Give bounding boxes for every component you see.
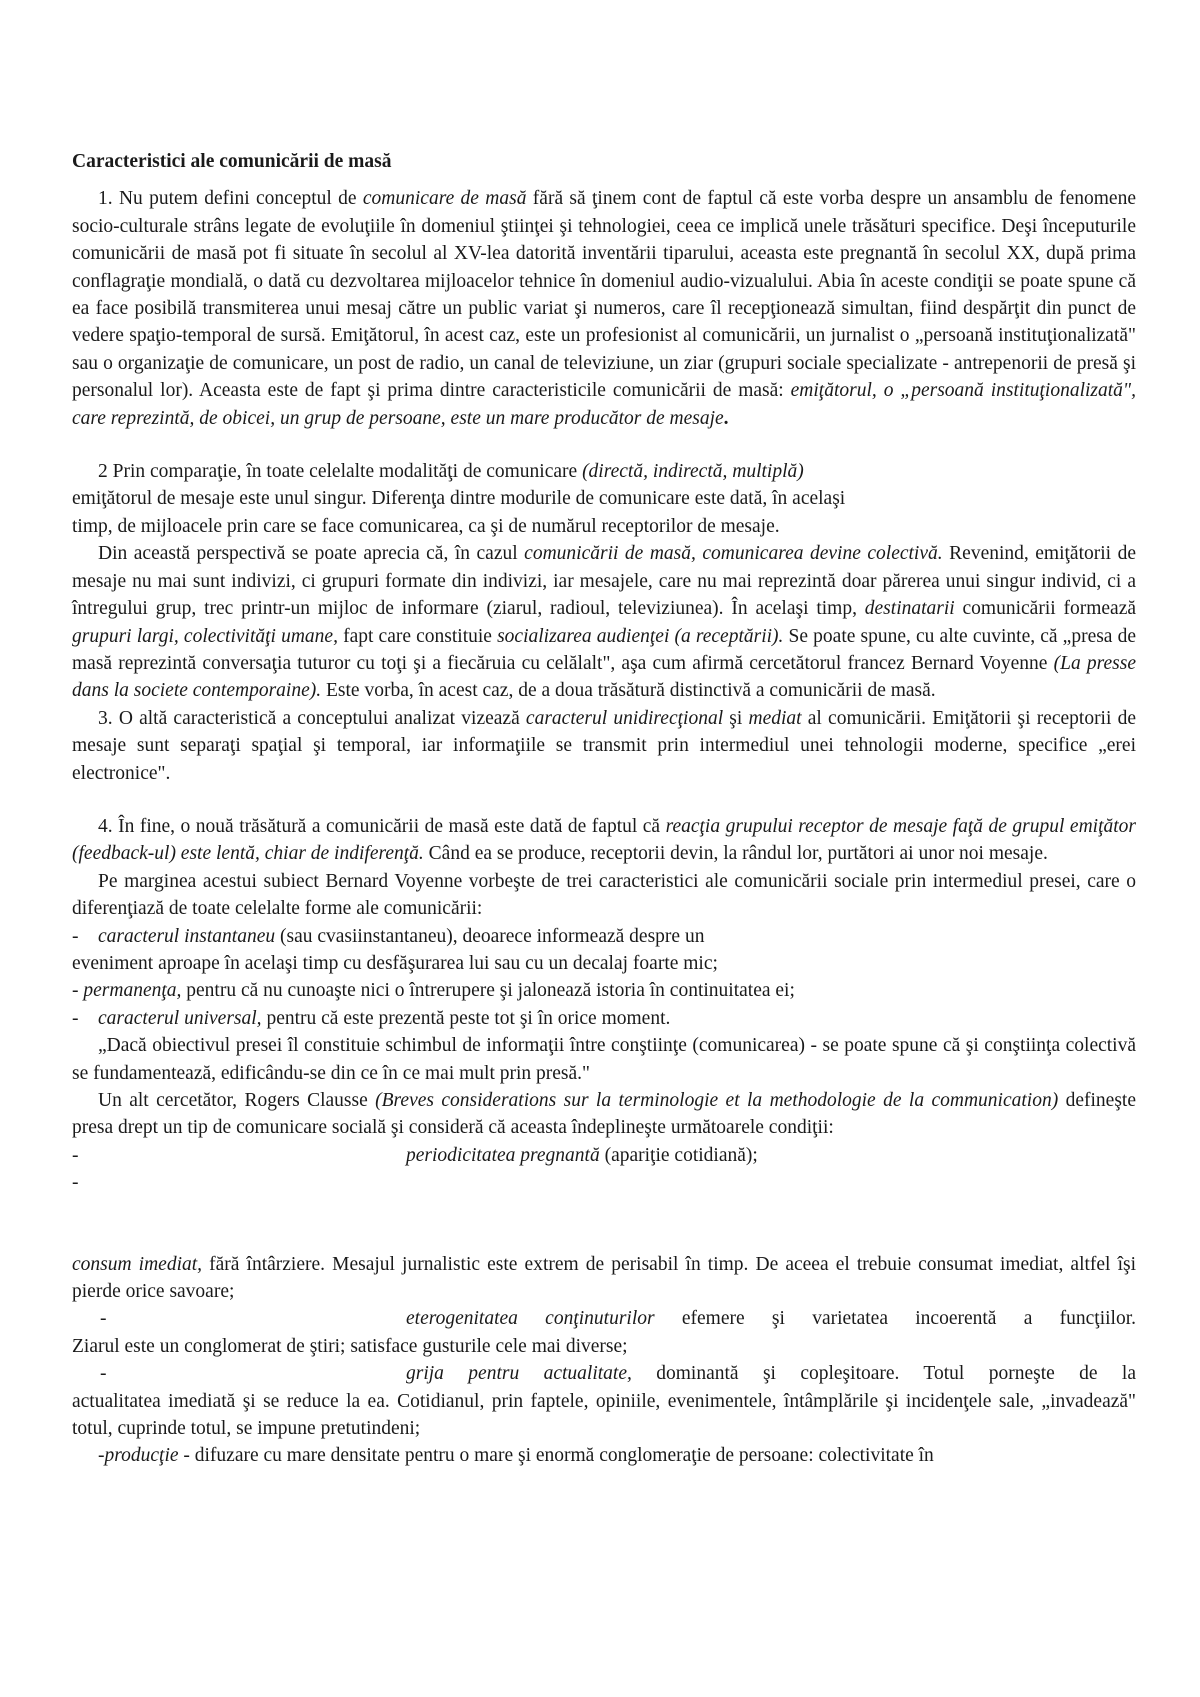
text: pentru că nu cunoaşte nici o întrerupere şi jalonează istoria în continuitatea ei; <box>181 980 795 1002</box>
emphasis: grupuri largi, colectivităţi umane, <box>72 625 338 647</box>
emphasis: consum imediat, <box>72 1253 203 1275</box>
text: 4. În fine, o nouă trăsătură a comunicării de masă este dată de faptul că <box>98 815 666 837</box>
emphasis: reacţia grupului receptor de mesaje faţă de grupul emiţător (feedback-ul) este lentă, chiar de indiferenţă. <box>72 815 1136 865</box>
text: Revenind, emiţătorii de mesaje nu mai sunt indivizi, ci grupuri formate din indivizi, iar mesajele, care nu mai reprezintă doar părerea unui singur individ, ci a întregului grup, trec printr-un mijloc de informare (ziarul, radioul, televiziunea). În acelaşi timp, <box>72 543 1137 620</box>
emphasis: comunicare de masă <box>362 188 527 210</box>
emphasis: destinatarii <box>864 598 955 620</box>
text: 1. Nu putem defini conceptul de <box>98 188 363 210</box>
text: defineşte presa drept un tip de comunicare socială şi consideră că aceasta îndeplineşte următoarele condiţii: <box>72 1090 1136 1139</box>
text: comunicării formează <box>954 598 1137 620</box>
emphasis: caracterul unidirecţional <box>525 707 724 729</box>
condition-item <box>72 1442 1136 1469</box>
paragraph-4 <box>72 813 1136 868</box>
emphasis: producţie <box>104 1445 179 1467</box>
emphasis: socializarea audienţei (a receptării). <box>497 625 784 647</box>
condition-text <box>406 1360 1136 1387</box>
emphasis: (La presse dans la societe contemporaine). <box>72 652 1136 702</box>
text: Este vorba, în acest caz, de a doua trăsătură distinctivă a comunicării de masă. <box>321 680 936 702</box>
dash: - <box>72 1172 79 1194</box>
list-item <box>72 977 1136 1004</box>
text: fără întârziere. Mesajul jurnalistic este extrem de perisabil în timp. De aceea el trebuie consumat imediat, altfel îşi pierde orice savoare; <box>72 1253 1136 1302</box>
dash: - <box>100 1363 107 1385</box>
paragraph-6 <box>72 1087 1136 1142</box>
emphasis: emiţătorul, o „persoană instituţionalizată", care reprezintă, de obicei, un grup de persoane, este un mare producător de mesaje <box>72 380 1136 429</box>
text: efemere şi varietatea incoerentă a funcţiilor. <box>654 1308 1136 1330</box>
text: (apariţie cotidiană); <box>599 1144 758 1166</box>
text: fără să ţinem cont de faptul că este vorba despre un ansamblu de fenomene socio-culturale strâns legate de evoluţiile în domeniul ştiinţei şi tehnologiei, ceea ce implică unele trăsături specifice. Deşi începuturile comunicării de masă pot fi situate în secolul al XV-lea datorită inventării tiparului, aceasta este pregnantă în secolul XX, după prima conflagraţie mondială, o dată cu dezvoltarea mijloacelor tehnice în domeniul audio-vizualului. Abia în aceste condiţii se poate spune că ea face posibilă transmiterea unui mesaj către un public variat şi numeros, care îl recepţionează simultan, fiind despărţit din punct de vedere spaţio-temporal de sursă. Emiţătorul, în acest caz, este un profesionist al comunicării, un jurnalist o „persoană instituţionalizată" sau o organizaţie de comunicare, un post de radio, un canal de televiziune, un ziar (grupuri sociale specializate - antrepenorii de presă şi personalul lor). Aceasta este de fapt şi prima dintre caracteristicile comunicării de masă: <box>72 188 1136 402</box>
text: (sau cvasiinstantaneu), deoarece informează despre un <box>275 925 705 947</box>
dash: - <box>98 1445 105 1467</box>
text: Din această perspectivă se poate aprecia că, în cazul <box>98 543 525 565</box>
dash: - <box>72 1144 79 1166</box>
dash: - <box>72 1007 79 1029</box>
text: al comunicării. Emiţătorii şi receptorii de mesaje sunt separaţi spaţial şi temporal, iar informaţiile se transmit prin intermediul unei tehnologii moderne, specifice „erei electronice". <box>72 707 1136 784</box>
condition-text <box>72 1251 1136 1306</box>
text: . <box>723 407 729 429</box>
condition-item <box>72 1305 1136 1332</box>
emphasis: grija pentru actualitate, <box>406 1363 632 1385</box>
emphasis: (directă, indirectă, multiplă) <box>582 461 804 483</box>
text: 2 Prin comparaţie, în toate celelalte modalităţi de comunicare <box>98 461 583 483</box>
text: fapt care constituie <box>337 625 498 647</box>
text: - difuzare cu mare densitate pentru o mare şi enormă conglomeraţie de persoane: colectivitate în <box>178 1445 934 1467</box>
spacer <box>72 1197 1136 1251</box>
emphasis: periodicitatea pregnantă <box>406 1144 600 1166</box>
emphasis: eterogenitatea conţinuturilor <box>406 1308 655 1330</box>
document-title: Caracteristici ale comunicării de masă <box>72 151 392 172</box>
emphasis: comunicării de masă, comunicarea devine colectivă. <box>524 543 943 565</box>
paragraph-2b <box>72 540 1136 704</box>
condition-continuation: Ziarul este un conglomerat de ştiri; satisface gusturile cele mai diverse; <box>72 1335 628 1357</box>
condition-item <box>72 1360 1136 1387</box>
list-item <box>72 1005 1136 1032</box>
emphasis: caracterul instantaneu <box>98 925 276 947</box>
paragraph-5: Pe marginea acestui subiect Bernard Voyenne vorbeşte de trei caracteristici ale comunicării sociale prin intermediul presei, care o diferenţiază de toate celelalte forme ale comunicării: <box>72 870 1136 920</box>
dash: - <box>100 1308 107 1330</box>
dash: - <box>72 925 79 947</box>
paragraph-3 <box>72 705 1136 787</box>
paragraph-1 <box>72 185 1136 432</box>
condition-item <box>72 1169 1136 1196</box>
emphasis: caracterul universal, <box>98 1007 262 1029</box>
text: Când ea se produce, receptorii devin, la rândul lor, purtători ai unor noi mesaje. <box>423 843 1048 865</box>
document-page <box>72 148 1136 1470</box>
dash: - <box>72 980 84 1002</box>
quote-paragraph: „Dacă obiectivul presei îl constituie schimbul de informaţii între conştiinţe (comunicarea) - se poate spune că şi conştiinţa colectivă se fundamentează, edificându-se din ce în ce mai mult prin presă." <box>72 1035 1136 1084</box>
text: emiţătorul de mesaje este unul singur. Diferenţa dintre modurile de comunicare este dată, în acelaşi timp, de mijloacele prin care se face comunicarea, ca şi de numărul receptorilor de mesaje. <box>72 488 846 537</box>
condition-text <box>406 1142 758 1169</box>
condition-continuation: actualitatea imediată şi se reduce la ea. Cotidianul, prin faptele, opiniile, evenimentele, întâmplările şi incidenţele sale, „invadează" totul, cuprinde totul, se impune pretutindeni; <box>72 1390 1136 1439</box>
text: 3. O altă caracteristică a conceptului analizat vizează <box>98 707 526 729</box>
condition-text <box>406 1305 1136 1332</box>
text: şi <box>723 707 749 729</box>
emphasis: mediat <box>748 707 802 729</box>
list-item <box>72 923 1136 950</box>
emphasis: (Breves considerations sur la terminologie et la methodologie de la communication) <box>375 1090 1059 1111</box>
emphasis: permanenţa, <box>83 980 182 1002</box>
condition-item <box>72 1142 1136 1169</box>
text: pentru că este prezentă peste tot şi în orice moment. <box>261 1007 671 1029</box>
paragraph-2 <box>72 458 872 540</box>
text: Se poate spune, cu alte cuvinte, că „presa de masă reprezintă conversaţia tuturor cu toţi şi a fiecăruia cu celălalt", aşa cum afirmă cercetătorul francez Bernard Voyenne <box>72 625 1136 674</box>
text: Un alt cercetător, Rogers Clausse <box>98 1090 376 1111</box>
text: dominantă şi copleşitoare. Totul porneşte de la <box>631 1363 1136 1385</box>
list-item-continuation: eveniment aproape în acelaşi timp cu desfăşurarea lui sau cu un decalaj foarte mic; <box>72 952 718 974</box>
